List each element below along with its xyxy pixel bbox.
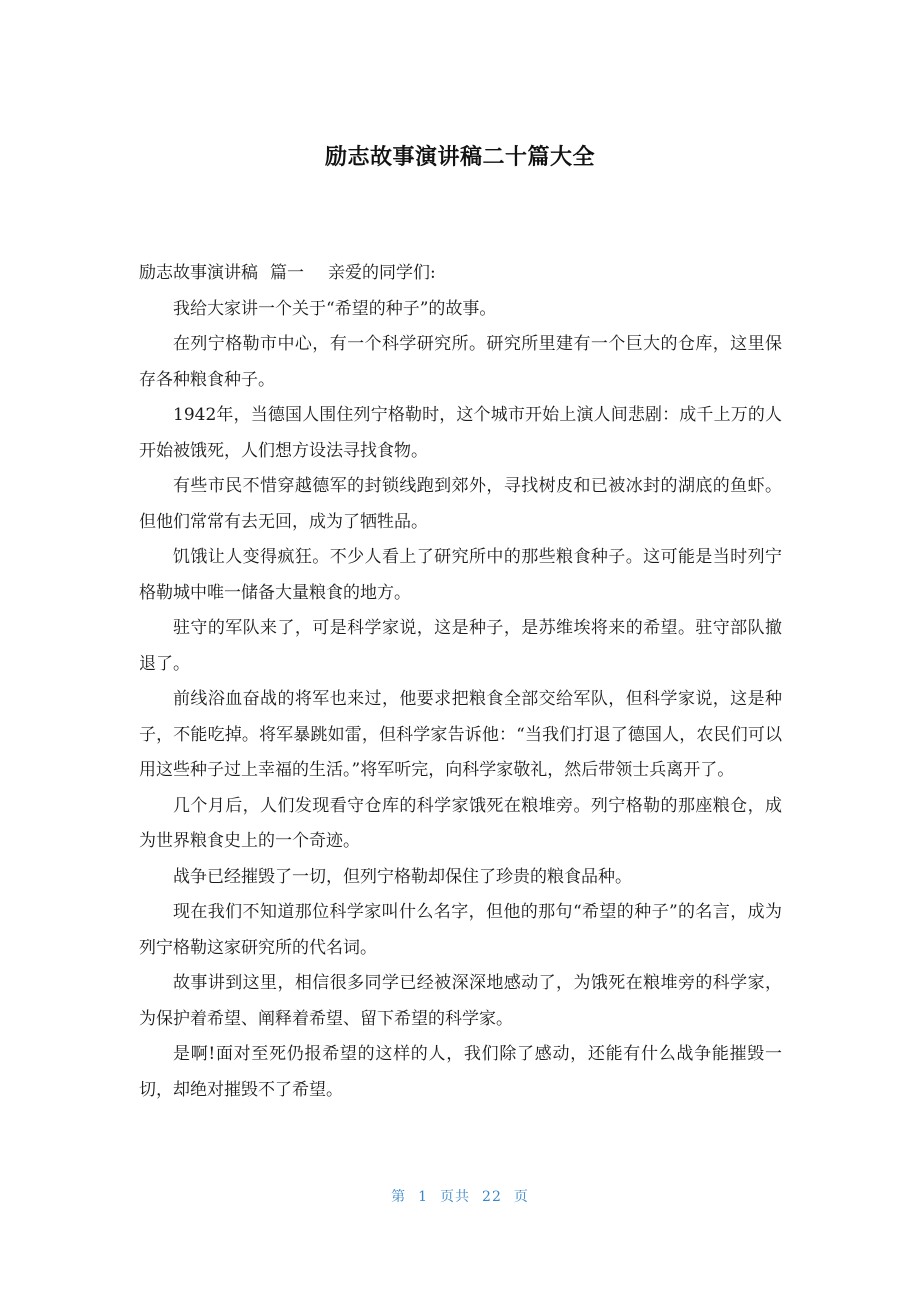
footer-prefix: 第 [391, 1189, 407, 1205]
paragraph: 故事讲到这里，相信很多同学已经被深深地感动了，为饿死在粮堆旁的科学家，为保护着希望、阐释着希望、留下希望的科学家。 [139, 973, 782, 1029]
paragraph: 前线浴血奋战的将军也来过，他要求把粮食全部交给军队，但科学家说，这是种子，不能吃掉。将军暴跳如雷，但科学家告诉他：“当我们打退了德国人，农民们可以用这些种子过上幸福的生活。”将军听完，向科学家敬礼，然后带领士兵离开了。 [139, 689, 782, 780]
current-page-number: 1 [418, 1189, 429, 1205]
greeting: 亲爱的同学们: [328, 263, 436, 283]
paragraph: 在列宁格勒市中心，有一个科学研究所。研究所里建有一个巨大的仓库，这里保存各种粮食种子。 [139, 334, 782, 390]
paragraph: 我给大家讲一个关于“希望的种子”的故事。 [173, 298, 497, 319]
paragraph: 饥饿让人变得疯狂。不少人看上了研究所中的那些粮食种子。这可能是当时列宁格勒城中唯一储备大量粮食的地方。 [139, 547, 782, 603]
footer-suffix: 页 [513, 1189, 529, 1205]
section-label: 励志故事演讲稿 [139, 263, 258, 283]
paragraph: 有些市民不惜穿越德军的封锁线跑到郊外，寻找树皮和已被冰封的湖底的鱼虾。但他们常常有去无回，成为了牺牲品。 [139, 476, 782, 532]
page-footer [0, 1186, 920, 1206]
footer-mid: 页共 [440, 1189, 471, 1205]
paragraph: 驻守的军队来了，可是科学家说，这是种子，是苏维埃将来的希望。驻守部队撤退了。 [139, 618, 782, 674]
paragraph: 1942年，当德国人围住列宁格勒时，这个城市开始上演人间悲剧：成千上万的人开始被饿死，人们想方设法寻找食物。 [139, 405, 782, 461]
document-title: 励志故事演讲稿二十篇大全 [324, 145, 595, 170]
total-pages: 22 [482, 1189, 502, 1205]
section-number: 篇一 [270, 263, 304, 283]
paragraph: 是啊!面对至死仍报希望的这样的人，我们除了感动，还能有什么战争能摧毁一切，却绝对摧毁不了希望。 [139, 1044, 782, 1100]
intro-line [139, 256, 782, 292]
paragraph: 现在我们不知道那位科学家叫什么名字，但他的那句“希望的种子”的名言，成为列宁格勒这家研究所的代名词。 [139, 902, 782, 958]
paragraph: 战争已经摧毁了一切，但列宁格勒却保住了珍贵的粮食品种。 [173, 866, 632, 887]
paragraph: 几个月后，人们发现看守仓库的科学家饿死在粮堆旁。列宁格勒的那座粮仓，成为世界粮食史上的一个奇迹。 [139, 795, 782, 851]
document-body [139, 256, 782, 1108]
